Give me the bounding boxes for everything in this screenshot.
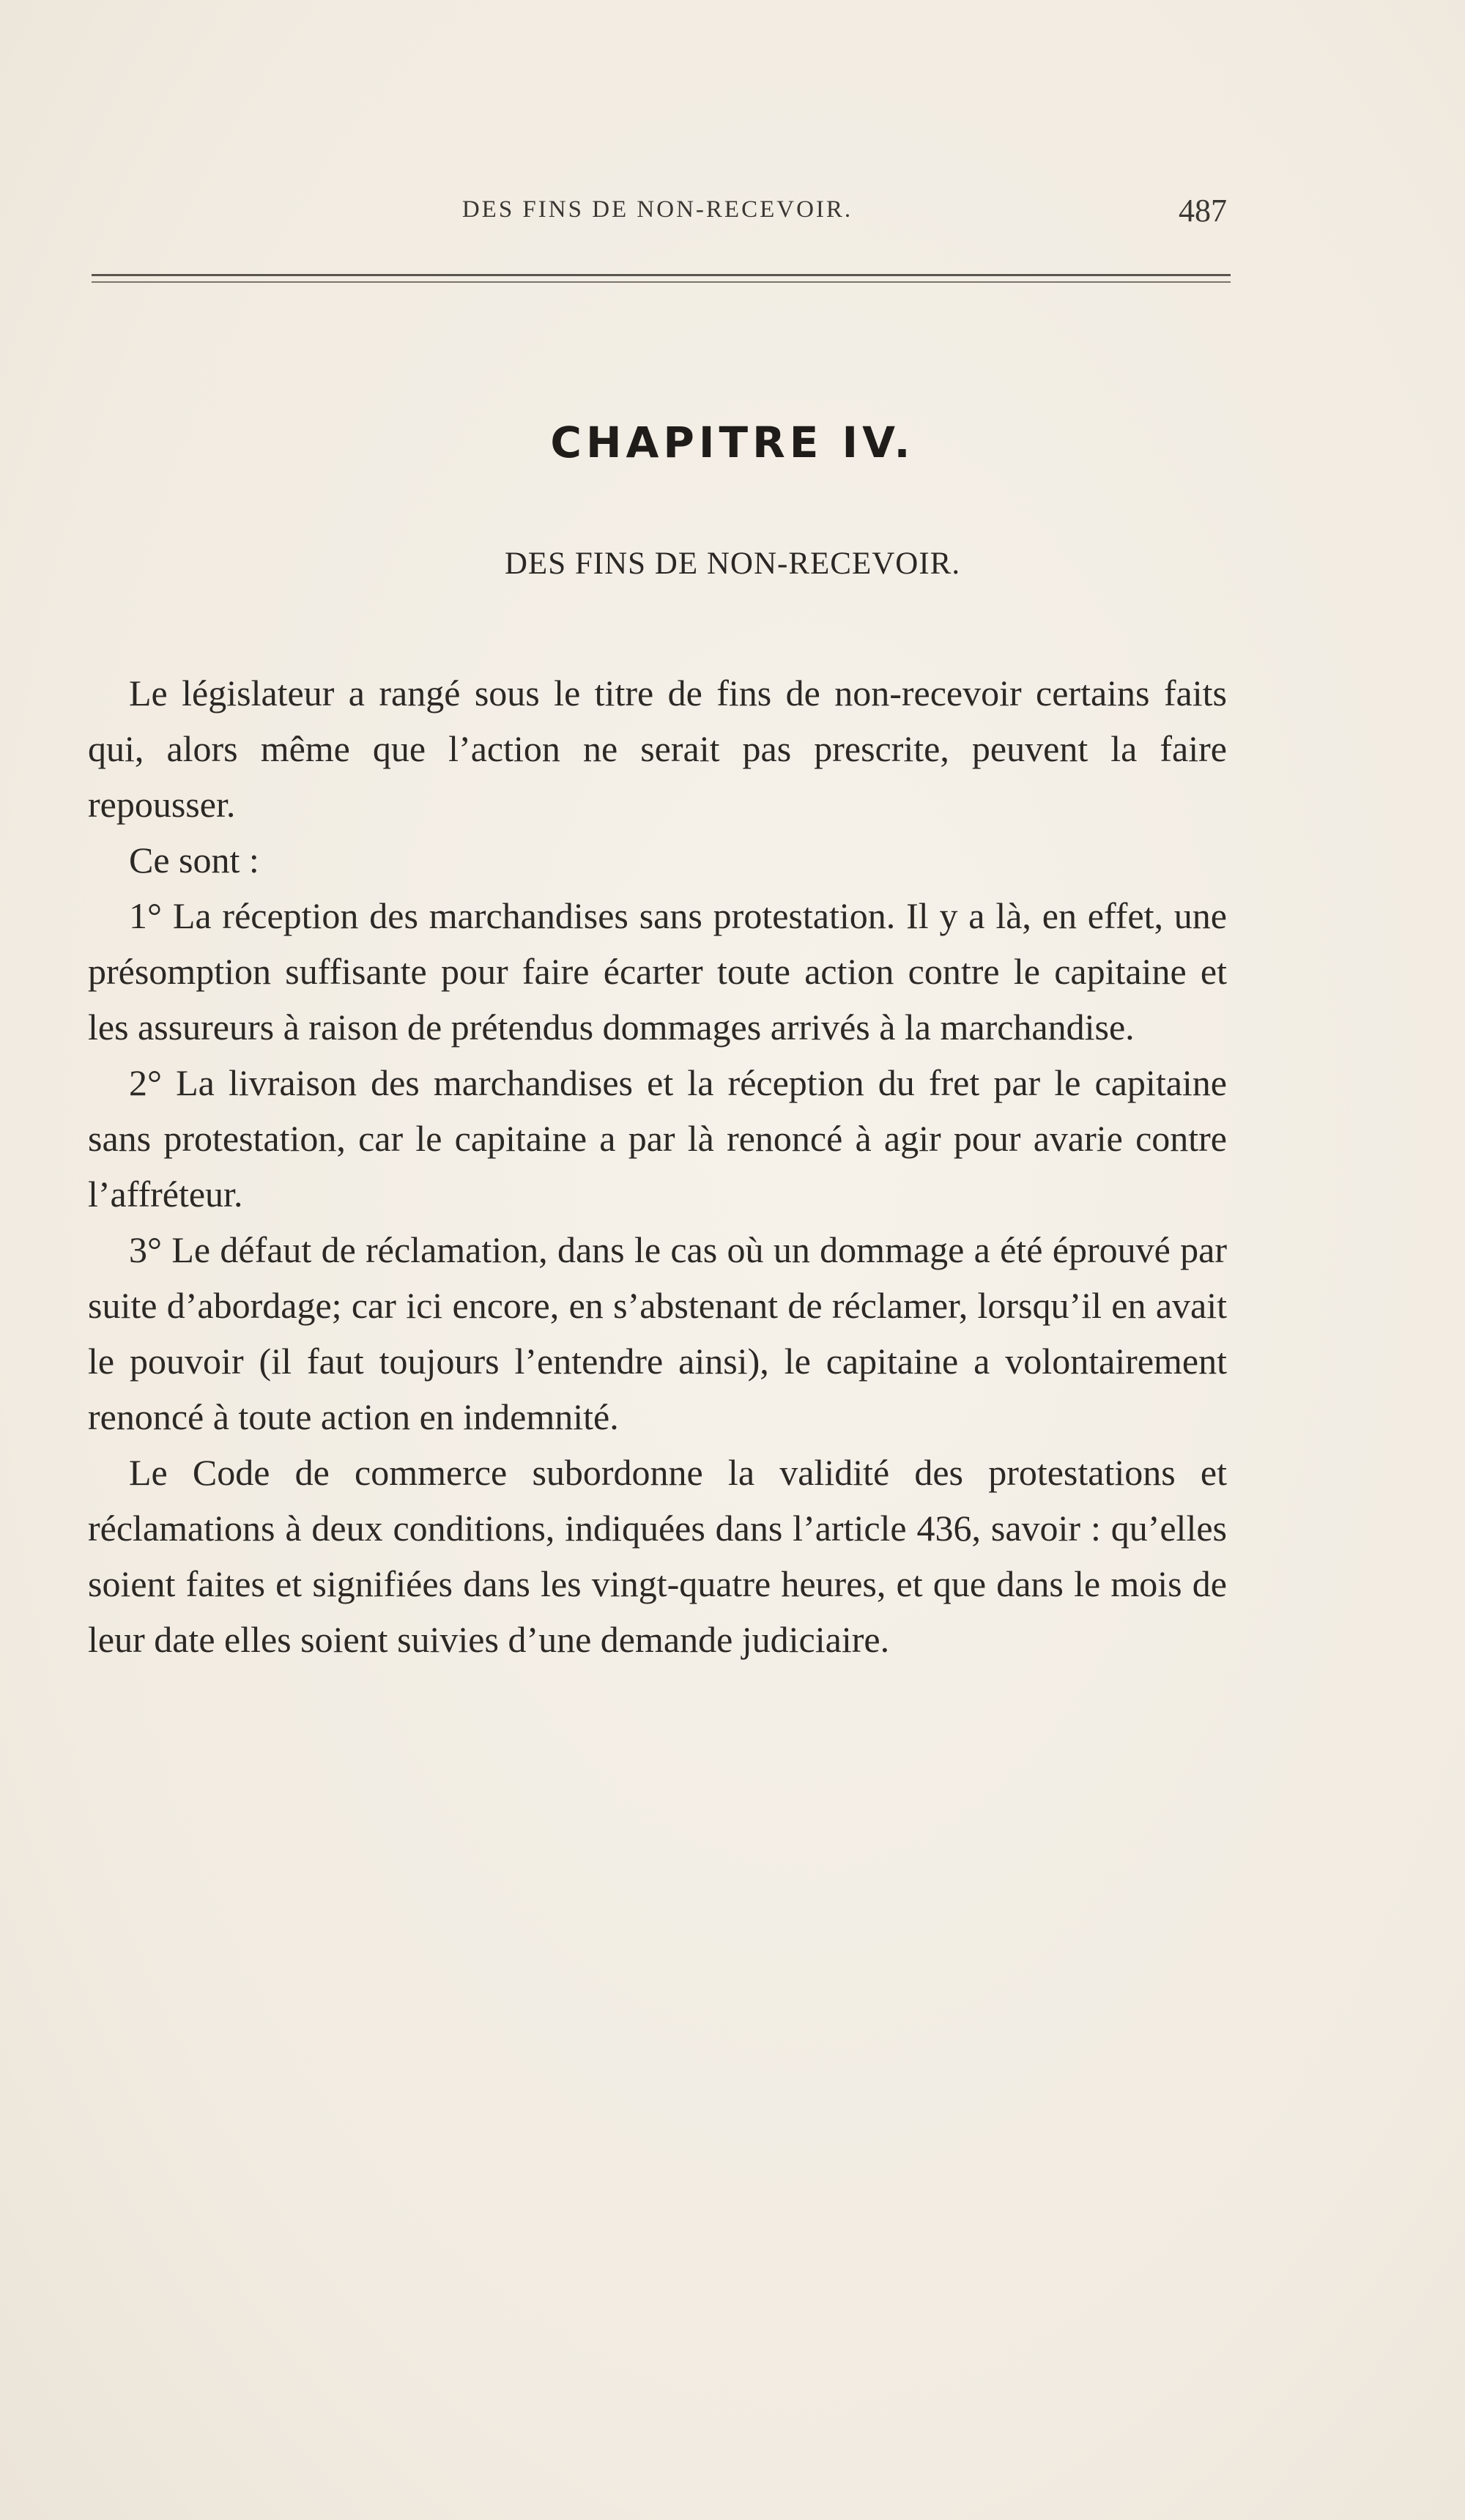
running-title: DES FINS DE NON-RECEVOIR. bbox=[461, 196, 853, 223]
header-rule-thin bbox=[92, 281, 1231, 283]
paragraph: 1° La réception des marchandises sans protestation. Il y a là, en effet, une présomption suffisante pour faire écarter toute action contre le capitaine et les assureurs à raison de prétendus dommages arrivés à la marchandise. bbox=[88, 895, 1227, 1048]
paragraph: Ce sont : bbox=[129, 840, 259, 881]
chapter-title: CHAPITRE IV. bbox=[550, 418, 915, 467]
paragraph: 2° La livraison des marchandises et la réception du fret par le capitaine sans protestation, car le capitaine a par là renoncé à agir pour avarie contre l’affréteur. bbox=[88, 1062, 1227, 1215]
paragraph: Le Code de commerce subordonne la validité des protestations et réclamations à deux conditions, indiquées dans l’article 436, savoir : qu’elles soient faites et signifiées dans les vingt-quatre heures, et que dans le mois de leur date elles soient suivies d’une demande judiciaire. bbox=[88, 1452, 1227, 1660]
header-rule bbox=[92, 274, 1231, 276]
chapter-subtitle: DES FINS DE NON-RECEVOIR. bbox=[504, 546, 961, 581]
page-number: 487 bbox=[1179, 193, 1227, 229]
paragraph: Le législateur a rangé sous le titre de fins de non-recevoir certains faits qui, alors même que l’action ne serait pas prescrite, peuvent la faire repousser. bbox=[88, 672, 1227, 825]
body-text bbox=[88, 665, 1227, 1667]
paragraph: 3° Le défaut de réclamation, dans le cas où un dommage a été éprouvé par suite d’abordage; car ici encore, en s’abstenant de réclamer, lorsqu’il en avait le pouvoir (il faut toujours l’entendre ainsi), le capitaine a volontairement renoncé à toute action en indemnité. bbox=[88, 1229, 1227, 1437]
running-head bbox=[88, 193, 1227, 233]
